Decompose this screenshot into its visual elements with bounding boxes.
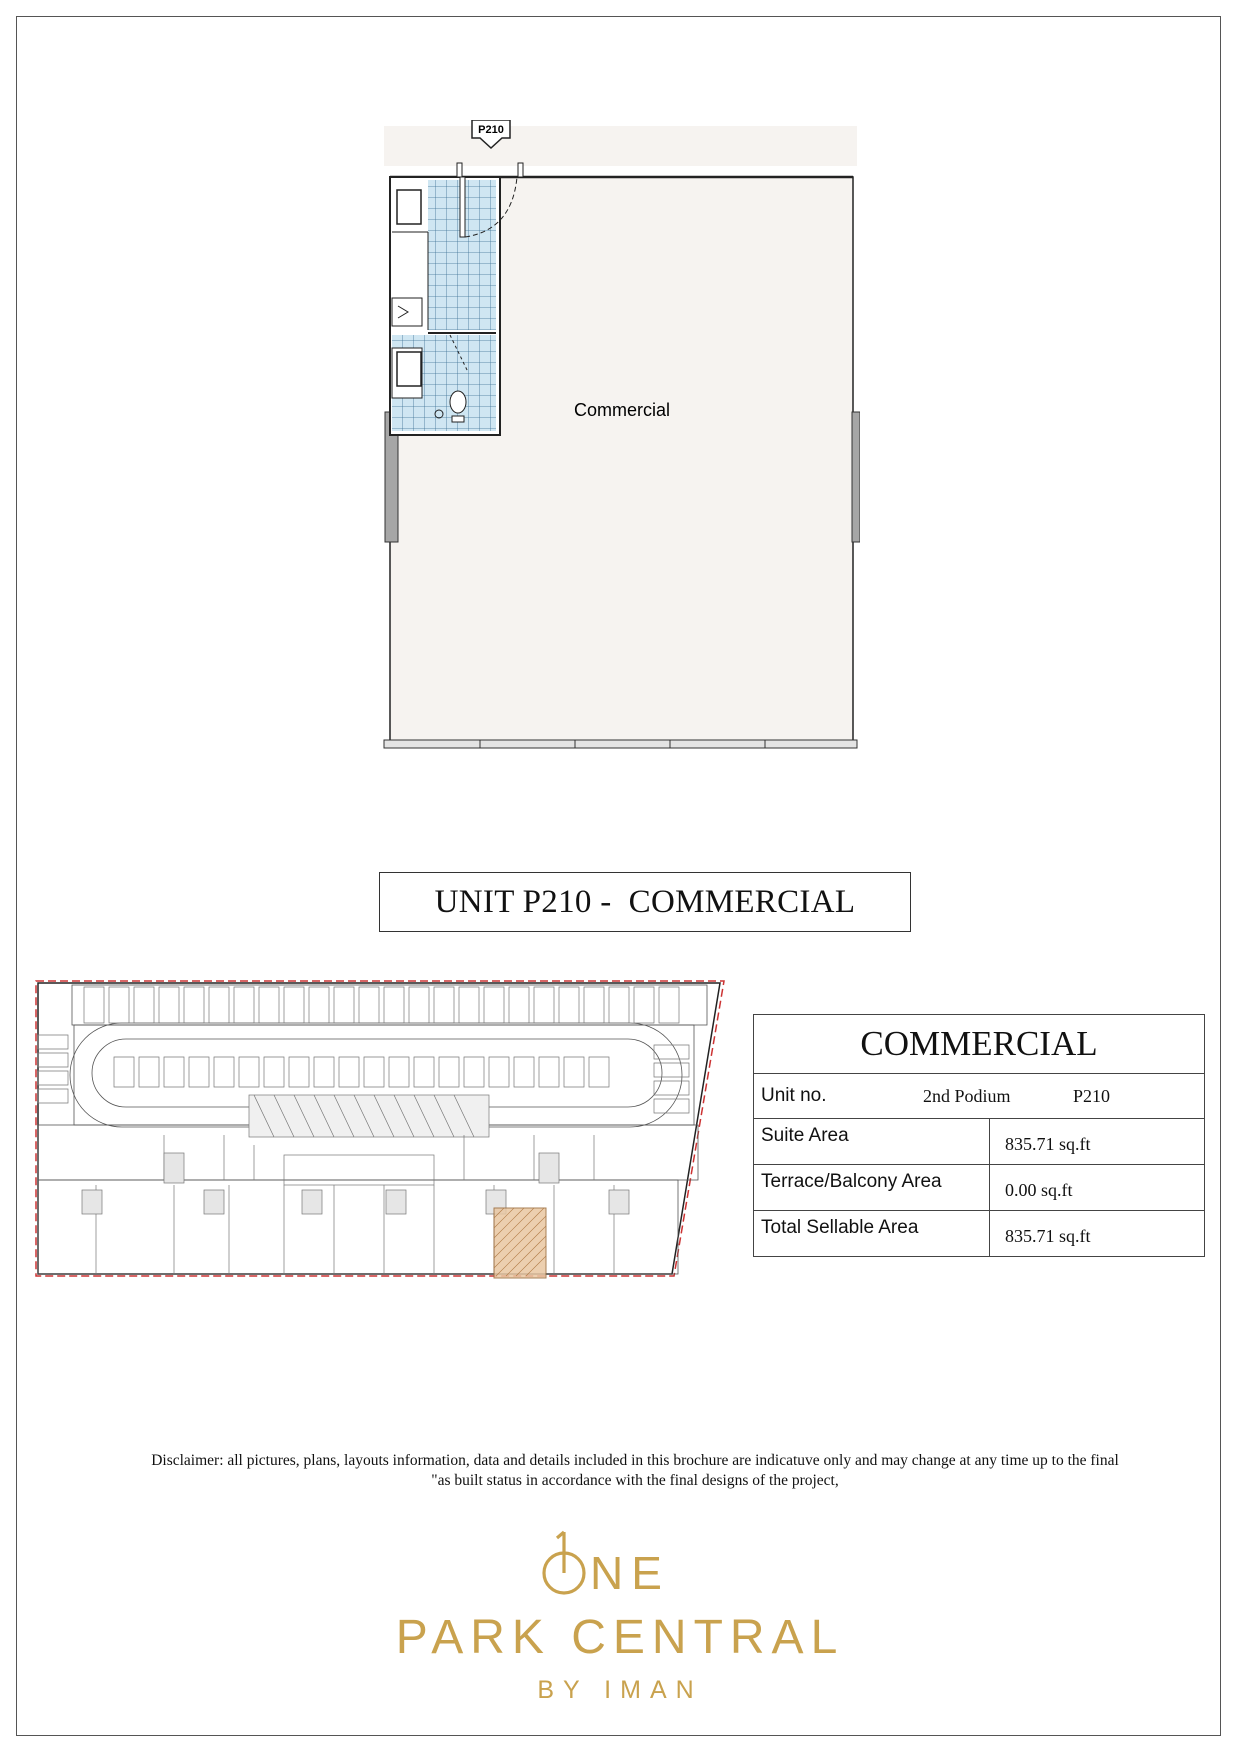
terrace-area-value: 0.00 sq.ft (1005, 1180, 1073, 1200)
area-specification-table (753, 1014, 1205, 1257)
disclaimer (70, 1451, 1200, 1491)
suite-area-label: Suite Area (754, 1119, 990, 1164)
logo-line-1-visible: NE (590, 1547, 670, 1599)
unit-floor-plan (380, 120, 860, 760)
disclaimer-line-2: "as built status in accordance with the final designs of the project, (431, 1472, 839, 1489)
unit-number-row (754, 1074, 1204, 1119)
room-label: Commercial (573, 400, 671, 420)
total-area-label: Total Sellable Area (754, 1211, 990, 1256)
total-area-row (754, 1211, 1204, 1256)
terrace-area-row (754, 1165, 1204, 1211)
unit-title: UNIT P210 - COMMERCIAL (379, 872, 911, 932)
logo-line-2: PARK CENTRAL (395, 1611, 845, 1664)
unit-tag: P210 (478, 124, 504, 136)
spec-heading: COMMERCIAL (754, 1015, 1204, 1074)
unit-code: P210 (1073, 1085, 1111, 1106)
key-floor-plan (34, 975, 728, 1281)
unit-number-label: Unit no. (761, 1085, 827, 1106)
podium-level: 2nd Podium (923, 1085, 1011, 1106)
suite-area-value: 835.71 sq.ft (1005, 1134, 1091, 1154)
total-area-value: 835.71 sq.ft (1005, 1226, 1091, 1246)
logo-line-3: BY IMAN (537, 1676, 703, 1704)
terrace-area-label: Terrace/Balcony Area (754, 1165, 990, 1210)
suite-area-row (754, 1119, 1204, 1165)
brand-logo (380, 1528, 860, 1708)
disclaimer-line-1: Disclaimer: all pictures, plans, layouts information, data and details included in this brochure are indicatuve only and may change at any time up to the final (151, 1452, 1119, 1469)
